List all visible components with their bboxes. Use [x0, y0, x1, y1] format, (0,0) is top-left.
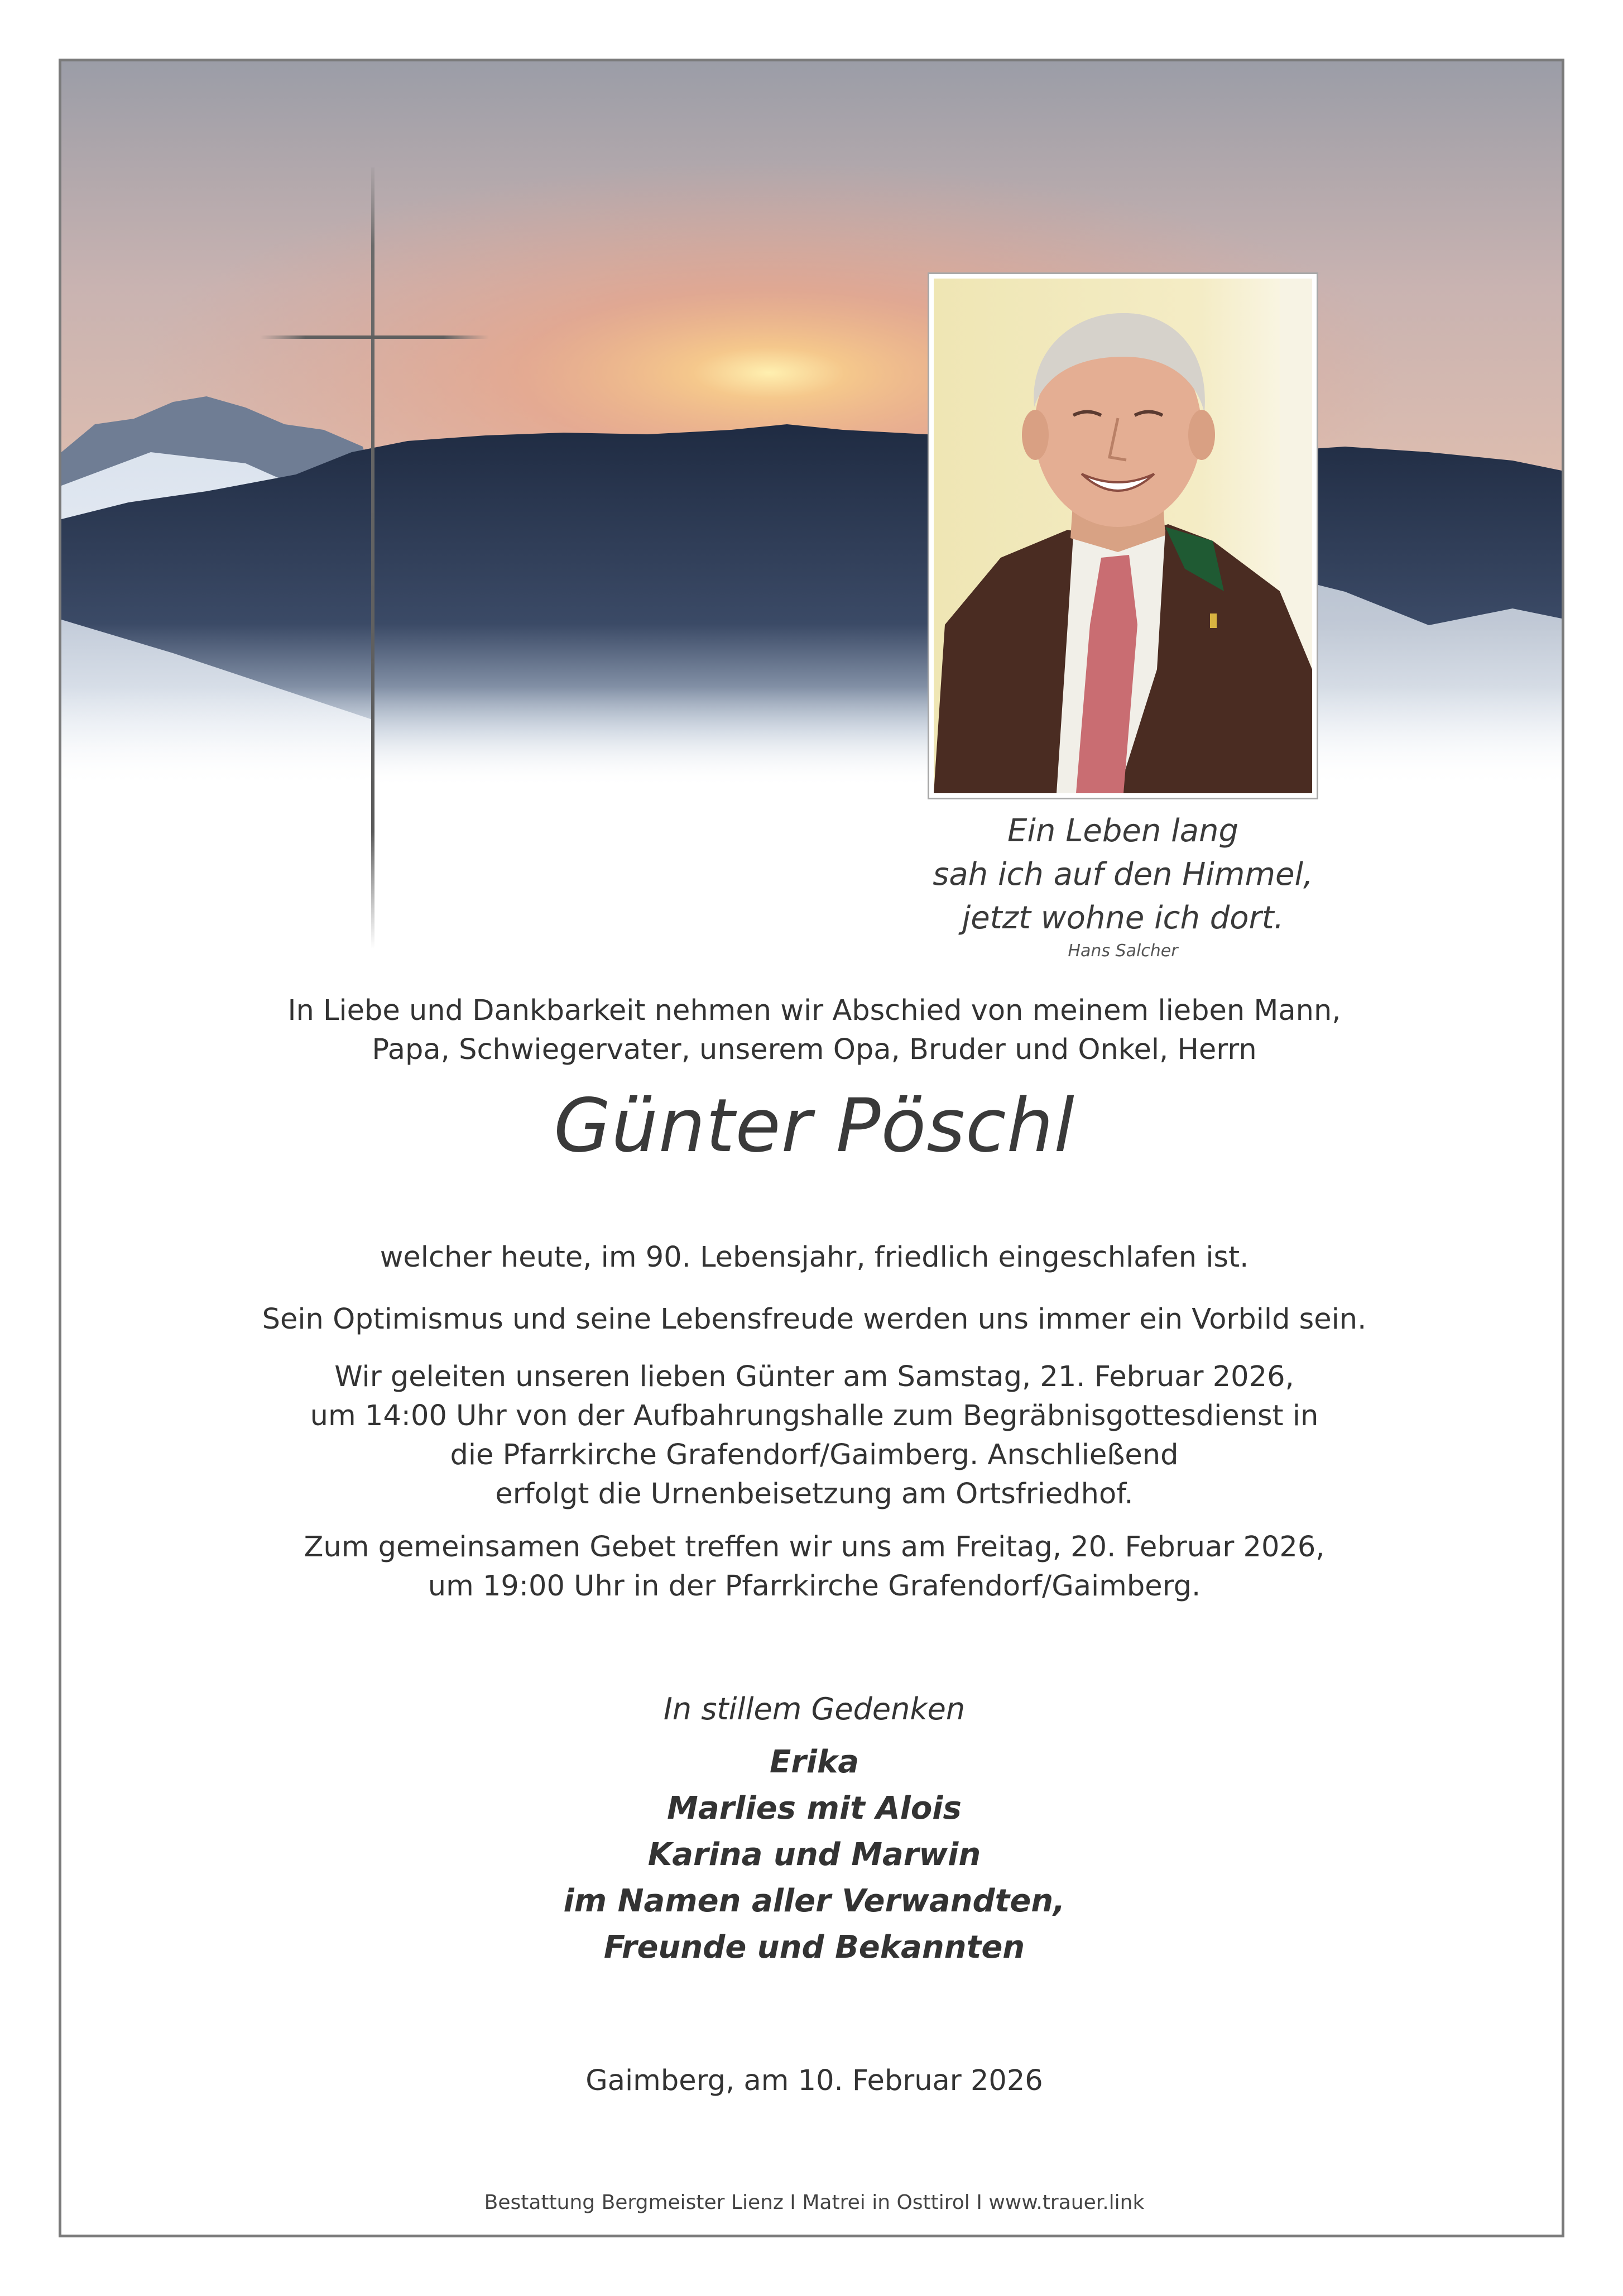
mourners-heading: In stillem Gedenken: [663, 1691, 966, 1727]
tribute-text: Sein Optimismus und seine Lebensfreude werden uns immer ein Vorbild sein.: [262, 1303, 1367, 1336]
mourners-list: [61, 1739, 1564, 1971]
funeral-line: erfolgt die Urnenbeisetzung am Ortsfriedhof.: [495, 1478, 1134, 1511]
deceased-name: Günter Pöschl: [554, 1083, 1075, 1169]
mourner-name: Karina und Marwin: [647, 1837, 981, 1873]
mourner-name: Erika: [769, 1744, 859, 1780]
mourner-name: im Namen aller Verwandten,: [563, 1883, 1065, 1919]
funeral-line: die Pfarrkirche Grafendorf/Gaimberg. Anschließend: [450, 1439, 1179, 1471]
intro-text: [61, 991, 1564, 1070]
mourner-name: Freunde und Bekannten: [603, 1929, 1025, 1966]
intro-line-1: In Liebe und Dankbarkeit nehmen wir Abschied von meinem lieben Mann,: [287, 994, 1341, 1027]
quote-line: jetzt wohne ich dort.: [962, 900, 1284, 936]
prayer-text: [61, 1528, 1564, 1606]
portrait-image: [934, 279, 1312, 793]
funeral-line: Wir geleiten unseren lieben Günter am Samstag, 21. Februar 2026,: [334, 1360, 1294, 1393]
prayer-line: Zum gemeinsamen Gebet treffen wir uns am Freitag, 20. Februar 2026,: [304, 1531, 1325, 1564]
portrait-photo: [928, 272, 1318, 799]
quote-block: [928, 809, 1318, 962]
obituary-card: [59, 59, 1564, 2237]
intro-line-2: Papa, Schwiegervater, unserem Opa, Bruder und Onkel, Herrn: [372, 1033, 1257, 1066]
quote-line: sah ich auf den Himmel,: [933, 856, 1313, 893]
quote-line: Ein Leben lang: [1007, 813, 1239, 849]
funeral-text: [61, 1358, 1564, 1514]
mourner-name: Marlies mit Alois: [667, 1790, 962, 1827]
cross-icon: [61, 61, 1564, 955]
footer-funeral-home: Bestattung Bergmeister Lienz I Matrei in Osttirol I www.trauer.link: [484, 2191, 1145, 2214]
place-date: Gaimberg, am 10. Februar 2026: [585, 2064, 1043, 2097]
prayer-line: um 19:00 Uhr in der Pfarrkirche Grafendorf/Gaimberg.: [428, 1570, 1201, 1603]
passing-text: welcher heute, im 90. Lebensjahr, friedlich eingeschlafen ist.: [380, 1241, 1249, 1274]
funeral-line: um 14:00 Uhr von der Aufbahrungshalle zum Begräbnisgottesdienst in: [310, 1399, 1319, 1432]
quote-author: Hans Salcher: [1068, 941, 1178, 961]
